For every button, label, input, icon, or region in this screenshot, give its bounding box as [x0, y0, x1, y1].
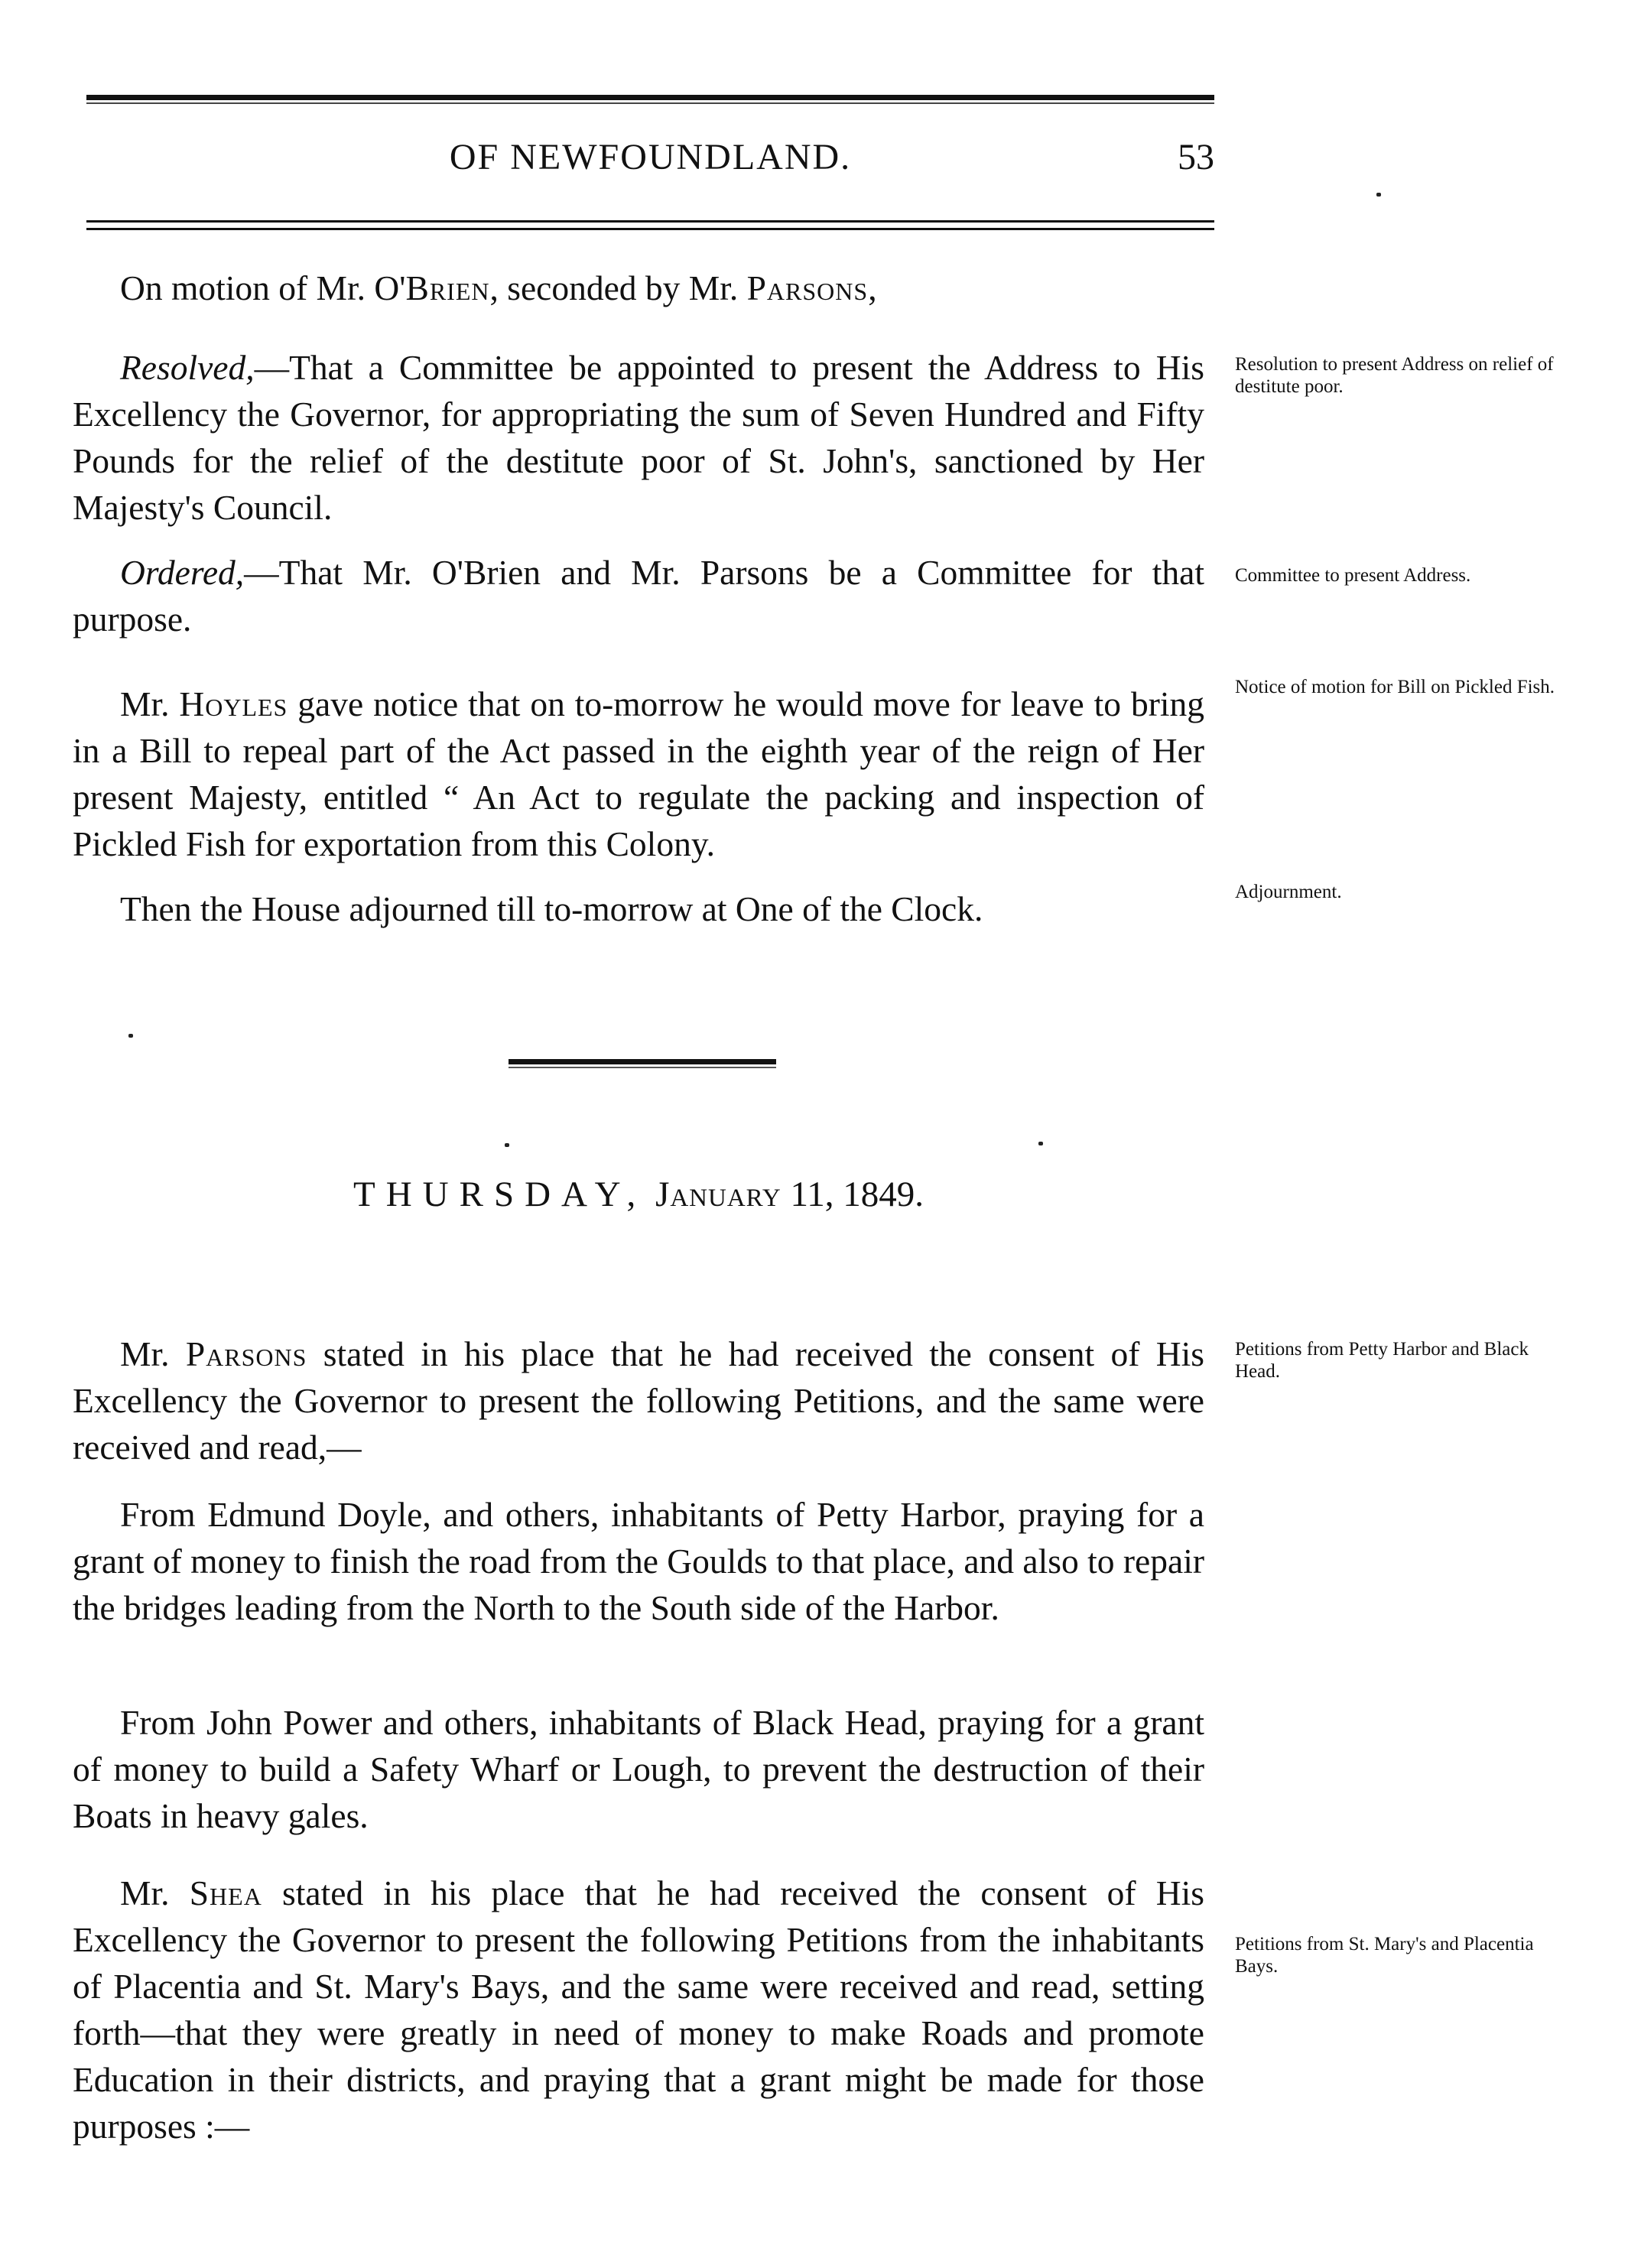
parsons-paragraph: Mr. Parsons stated in his place that he had received the consent of His Excellency the Governor to present the following Petitions, and the same were received and read,— [73, 1334, 1204, 1467]
resolved-label: Resolved, [120, 348, 255, 387]
member-name: Shea [189, 1873, 262, 1912]
margin-note-notice: Notice of motion for Bill on Pickled Fish. [1235, 677, 1555, 697]
running-title: OF NEWFOUNDLAND. [449, 137, 852, 177]
running-head [86, 136, 1214, 182]
header-rule-double [86, 228, 1214, 230]
ordered-label: Ordered, [120, 553, 245, 592]
date-rest: 11, 1849. [781, 1175, 924, 1214]
doyle-petition-paragraph: From Edmund Doyle, and others, inhabitants of Petty Harbor, praying for a grant of money to finish the road from the Goulds to that place, and also to repair the bridges leading from the North to the South side of the Harbor. [73, 1495, 1204, 1627]
header-rule [86, 220, 1214, 223]
margin-note-petitions-petty-harbor: Petitions from Petty Harbor and Black Head. [1235, 1339, 1529, 1382]
motion-paragraph: On motion of Mr. O'Brien, seconded by Mr. Parsons, [120, 268, 877, 307]
section-separator [509, 1059, 776, 1064]
power-petition-paragraph: From John Power and others, inhabitants of Black Head, praying for a grant of money to build a Safety Wharf or Lough, to prevent the destruction of their Boats in heavy gales. [73, 1703, 1204, 1835]
margin-note-adjournment: Adjournment. [1235, 882, 1342, 902]
adjourn-paragraph: Then the House adjourned till to-morrow at One of the Clock. [120, 889, 983, 928]
scan-speck [505, 1143, 509, 1147]
ordered-paragraph: Ordered,—That Mr. O'Brien and Mr. Parsons be a Committee for that purpose. [73, 553, 1204, 638]
notice-paragraph: Mr. Hoyles gave notice that on to-morrow he would move for leave to bring in a Bill to repeal part of the Act passed in the eighth year of the reign of Her present Majesty, entitled “ An Act to regulate the packing and inspection of Pickled Fish for exportation from this Colony. [73, 684, 1204, 863]
resolved-paragraph: Resolved,—That a Committee be appointed to present the Address to His Excellency the Governor, for appropriating the sum of Seven Hundred and Fifty Pounds for the relief of the destitute poor of St. John's, sanctioned by Her Majesty's Council. [73, 348, 1204, 527]
page-number: 53 [1178, 137, 1214, 177]
shea-paragraph: Mr. Shea stated in his place that he had received the consent of His Excellency the Governor to present the following Petitions from the inhabitants of Placentia and St. Mary's Bays, and the same were received and read, setting forth—that they were greatly in need of money to make Roads and promote Education in their districts, and praying that a grant might be made for those purposes :— [73, 1873, 1204, 2146]
margin-note-committee: Committee to present Address. [1235, 565, 1471, 586]
scan-speck [128, 1034, 133, 1038]
date-day: THURSDAY, [353, 1175, 647, 1214]
member-name: Parsons [746, 268, 869, 307]
margin-note-petitions-st-marys: Petitions from St. Mary's and Placentia Bays. [1235, 1934, 1534, 1977]
member-name: Brien [405, 268, 490, 307]
scan-speck [1376, 193, 1381, 197]
member-name: Hoyles [179, 684, 288, 723]
scan-speck [1038, 1142, 1043, 1145]
top-rule [86, 95, 1214, 100]
date-heading [73, 1174, 1204, 1215]
margin-note-resolution: Resolution to present Address on relief of destitute poor. [1235, 354, 1554, 397]
date-month: January [655, 1175, 782, 1214]
section-separator-thin [509, 1067, 776, 1068]
top-rule-thin [86, 102, 1214, 104]
member-name: Parsons [185, 1334, 307, 1373]
